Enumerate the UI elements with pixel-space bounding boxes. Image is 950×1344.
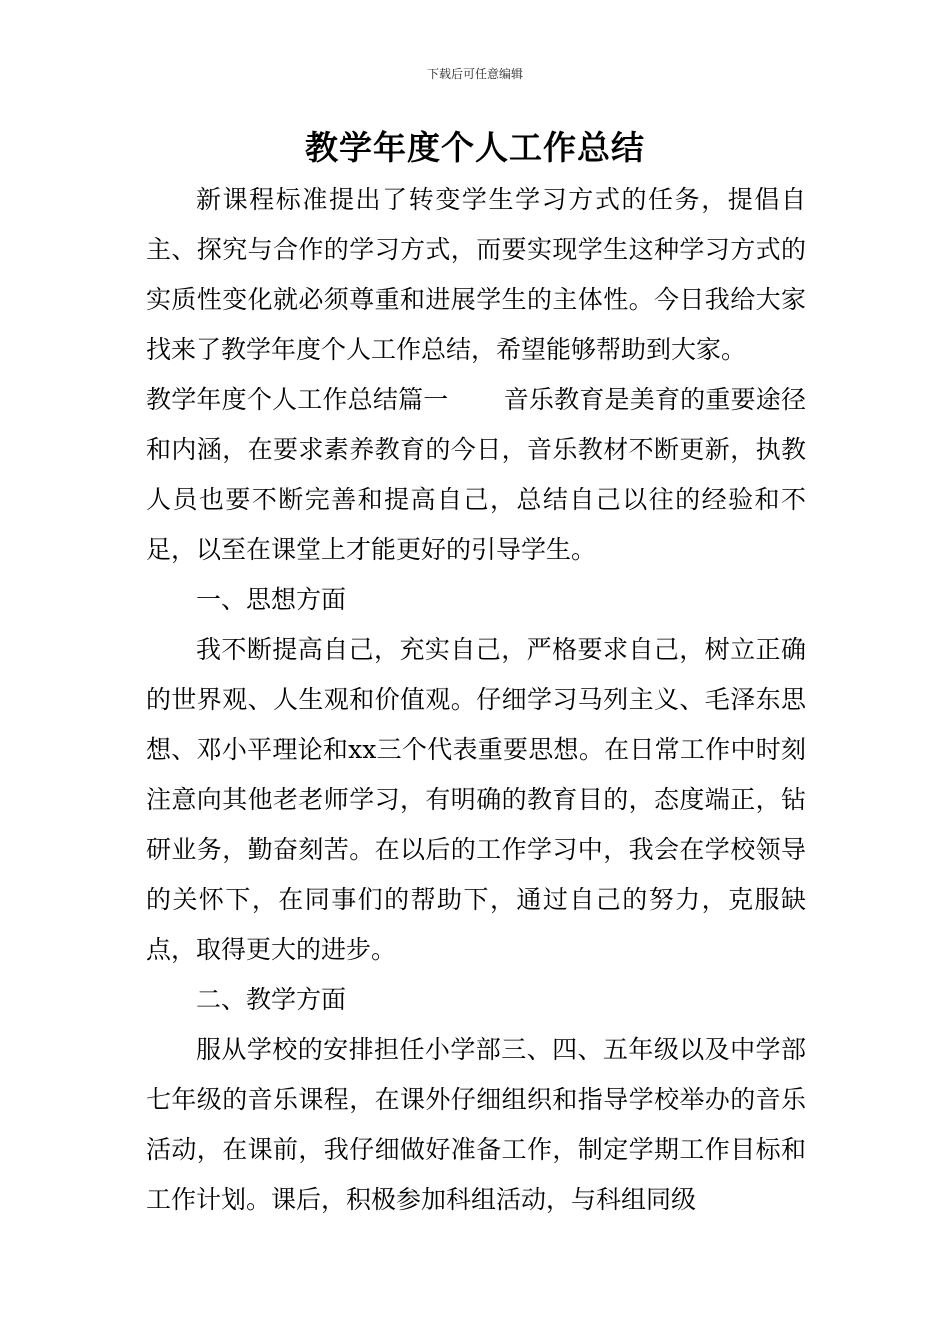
paragraph-thought: 我不断提高自己，充实自己，严格要求自己，树立正确的世界观、人生观和价值观。仔细学习马列主义、毛泽东思想、邓小平理论和xx三个代表重要思想。在日常工作中时刻注意向其他老老师学习，有明确的教育目的，态度端正，钻研业务，勤奋刻苦。在以后的工作学习中，我会在学校领导的关怀下，在同事们的帮助下，通过自己的努力，克服缺点，取得更大的进步。	[146, 635, 806, 964]
section-intro-text: 音乐教育是美育的重要途径和内涵，在要求素养教育的今日，音乐教材不断更新，执教人员也要不断完善和提高自己，总结自己以往的经验和不足，以至在课堂上才能更好的引导学生。	[146, 385, 806, 564]
intro-paragraph: 新课程标准提出了转变学生学习方式的任务，提倡自主、探究与合作的学习方式，而要实现学生这种学习方式的实质性变化就必须尊重和进展学生的主体性。今日我给大家找来了教学年度个人工作总结，希望能够帮助到大家。	[146, 185, 806, 364]
page-header-note: 下载后可任意编辑	[426, 67, 523, 81]
section-paragraph	[146, 375, 806, 575]
heading-teaching: 二、教学方面	[196, 985, 347, 1014]
section-label: 教学年度个人工作总结篇一	[146, 385, 449, 414]
document-body	[146, 175, 806, 1225]
heading-thought: 一、思想方面	[196, 585, 347, 614]
document-title: 教学年度个人工作总结	[305, 128, 645, 167]
paragraph-teaching: 服从学校的安排担任小学部三、四、五年级以及中学部七年级的音乐课程，在课外仔细组织和指导学校举办的音乐活动，在课前，我仔细做好准备工作，制定学期工作目标和工作计划。课后，积极参加科组活动，与科组同级	[146, 1035, 806, 1214]
